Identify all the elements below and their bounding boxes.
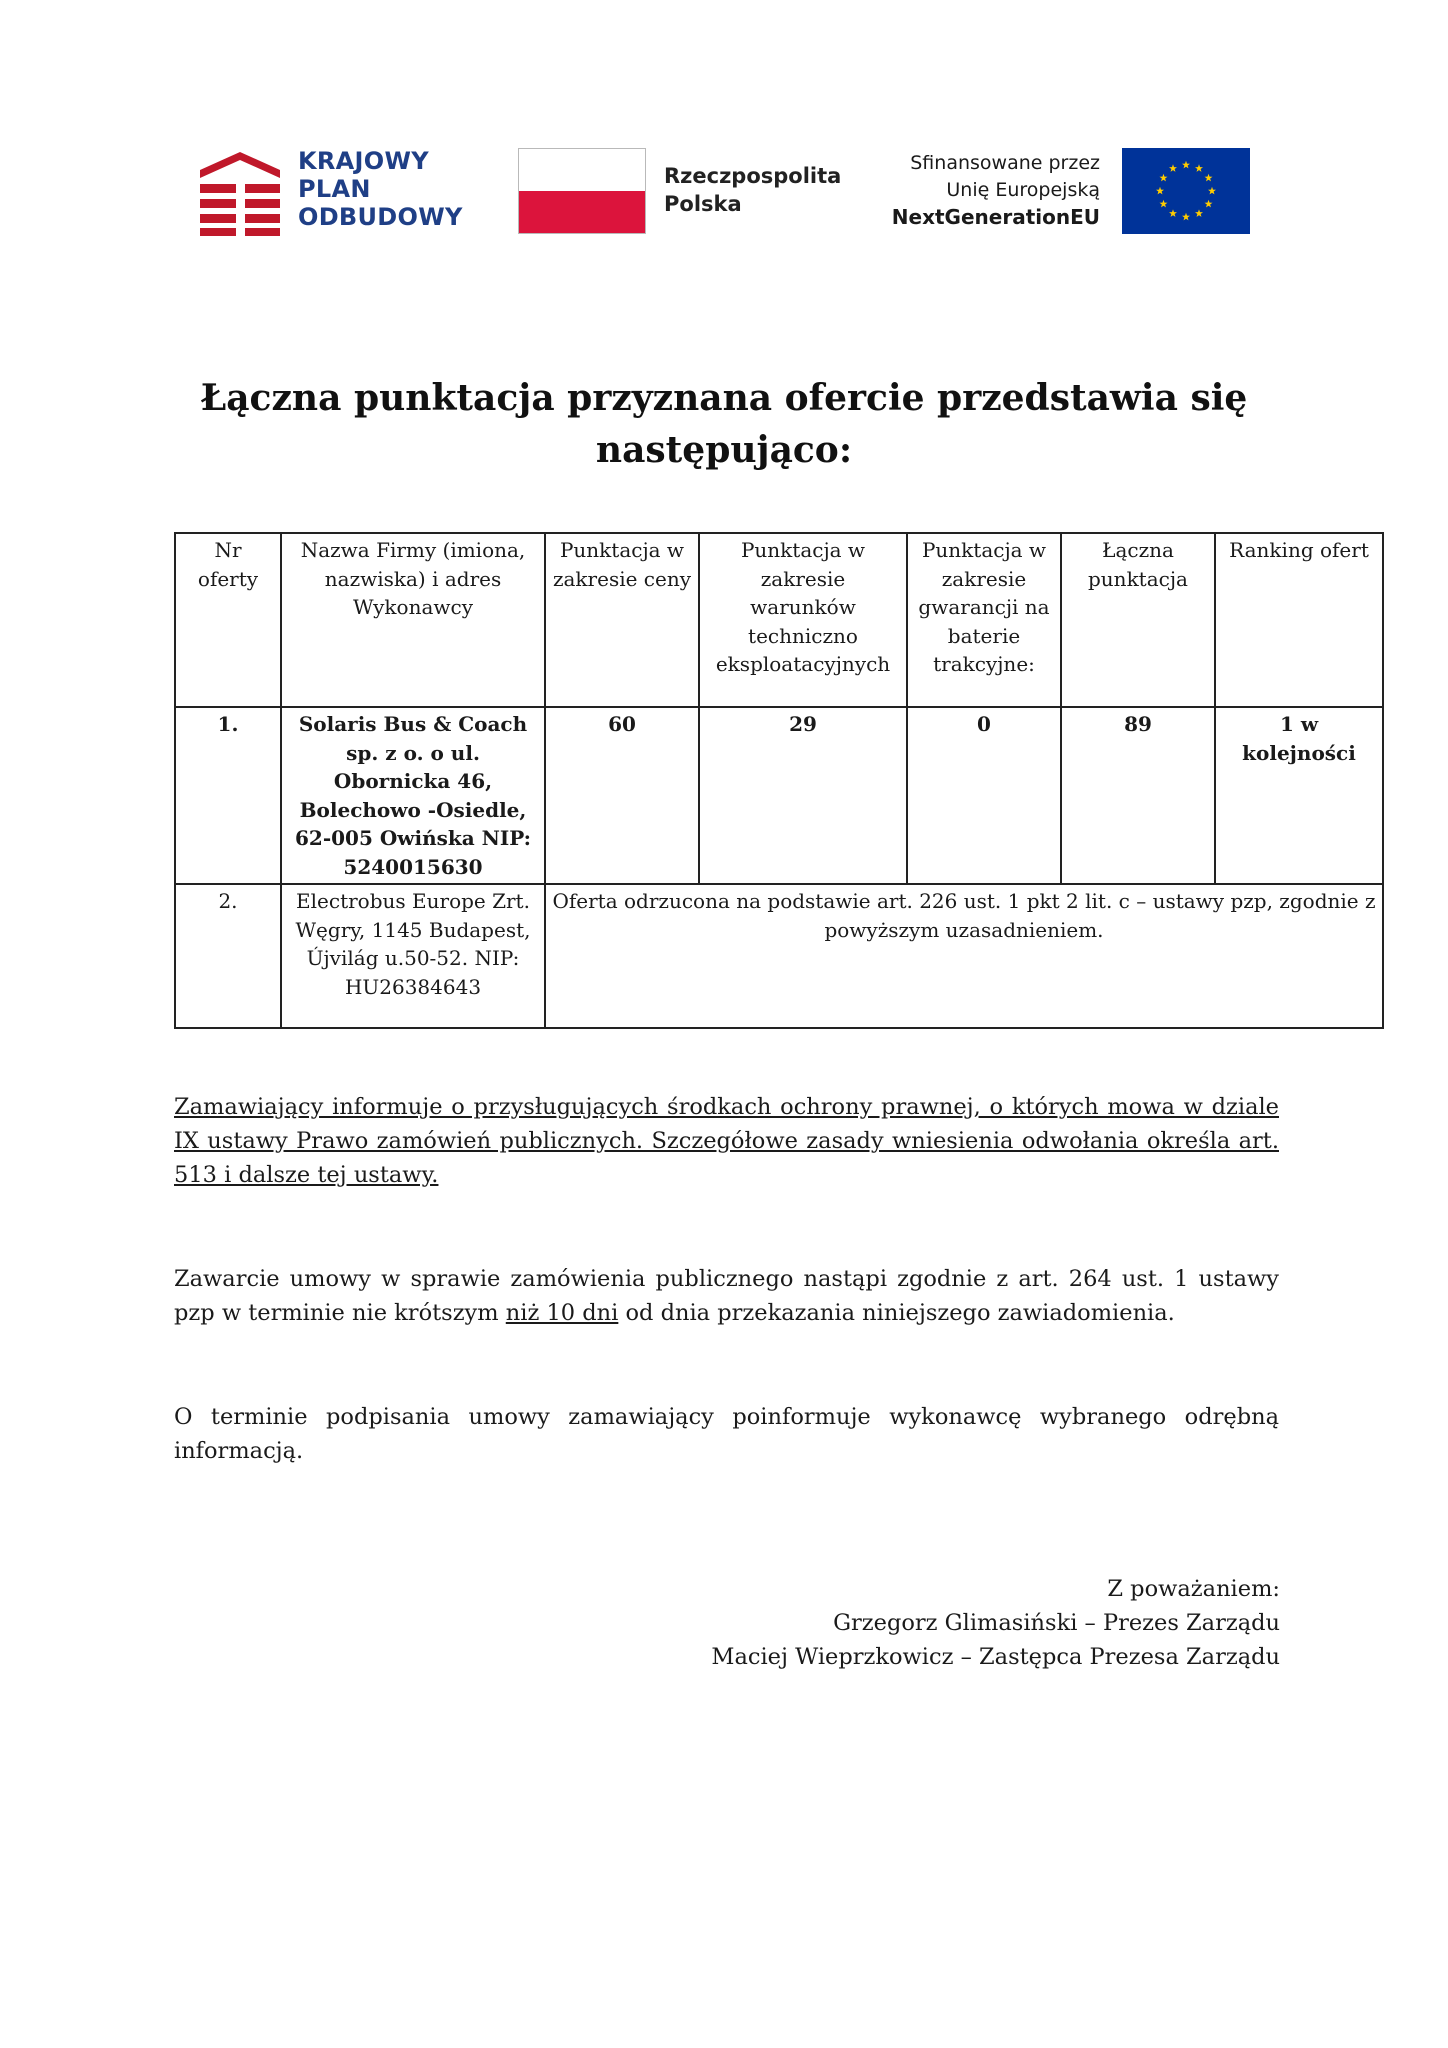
signing-info-paragraph: O terminie podpisania umowy zamawiający poinformuje wykonawcę wybranego odrębną informacją. [174, 1404, 1279, 1464]
total-score: 89 [1061, 707, 1215, 884]
table-row [175, 884, 1383, 1028]
contract-deadline: niż 10 dni [505, 1300, 619, 1326]
price-score: 60 [545, 707, 699, 884]
signature-block [711, 1572, 1280, 1674]
rp-line-1: Rzeczpospolita [664, 164, 842, 188]
rp-line-2: Polska [664, 192, 742, 216]
ranking: 1 w kolejności [1215, 707, 1383, 884]
signer-vice-president: Maciej Wieprzkowicz – Zastępca Prezesa Zarządu [711, 1644, 1280, 1670]
header-warranty-score: Punktacja w zakresie gwarancji na baterie trakcyjne: [907, 533, 1061, 707]
company-name: Solaris Bus & Coach sp. z o. o ul. Obornicka 46, Bolechowo -Osiedle, 62-005 Owińska NIP: 5240015630 [281, 707, 545, 884]
header-company: Nazwa Firmy (imiona, nazwiska) i adres Wykonawcy [281, 533, 545, 707]
header-offer-number: Nr oferty [175, 533, 281, 707]
closing-line: Z poważaniem: [1107, 1576, 1280, 1602]
rejection-note: Oferta odrzucona na podstawie art. 226 ust. 1 pkt 2 lit. c – ustawy pzp, zgodnie z powyższym uzasadnieniem. [545, 884, 1383, 1028]
kpo-logo-text [298, 147, 498, 231]
warranty-score: 0 [907, 707, 1061, 884]
eu-funding-text [850, 150, 1100, 231]
page-title: Łączna punktacja przyznana ofercie przedstawia się następująco: [200, 377, 1248, 471]
rp-logo-text [664, 162, 841, 218]
kpo-line-2: PLAN [298, 175, 371, 203]
kpo-line-1: KRAJOWY [298, 147, 429, 175]
eu-flag-icon [1122, 148, 1250, 234]
header-technical-score: Punktacja w zakresie warunków techniczno eksploatacyjnych [699, 533, 907, 707]
scoring-table [174, 532, 1384, 1029]
table-header-row [175, 533, 1383, 707]
header-price-score: Punktacja w zakresie ceny [545, 533, 699, 707]
poland-flag-icon [518, 148, 646, 234]
offer-number: 1. [175, 707, 281, 884]
technical-score: 29 [699, 707, 907, 884]
header-total-score: Łączna punktacja [1061, 533, 1215, 707]
company-name: Electrobus Europe Zrt. Węgry, 1145 Budapest, Újvilág u.50-52. NIP: HU26384643 [281, 884, 545, 1028]
contract-text-start: Zawarcie umowy w sprawie zamówienia publicznego nastąpi zgodnie z art. 264 ust. 1 ustawy pzp w terminie nie krótszym [174, 1266, 1279, 1326]
eu-line-2: Unię Europejską [946, 179, 1100, 201]
logo-bar [0, 140, 1448, 250]
offer-number: 2. [175, 884, 281, 1028]
signer-president: Grzegorz Glimasiński – Prezes Zarządu [833, 1610, 1280, 1636]
header-ranking: Ranking ofert [1215, 533, 1383, 707]
kpo-emblem-icon [200, 150, 280, 236]
contract-text-end: od dnia przekazania niniejszego zawiadomienia. [618, 1300, 1175, 1326]
contract-paragraph [174, 1262, 1279, 1330]
kpo-line-3: ODBUDOWY [298, 203, 463, 231]
legal-remedies-paragraph: Zamawiający informuje o przysługujących środkach ochrony prawnej, o których mowa w dziale IX ustawy Prawo zamówień publicznych. Szczegółowe zasady wniesienia odwołania określa art. 513 i dalsze tej ustawy. [174, 1094, 1279, 1188]
table-row [175, 707, 1383, 884]
eu-line-1: Sfinansowane przez [910, 152, 1100, 174]
eu-line-3: NextGenerationEU [891, 205, 1100, 229]
